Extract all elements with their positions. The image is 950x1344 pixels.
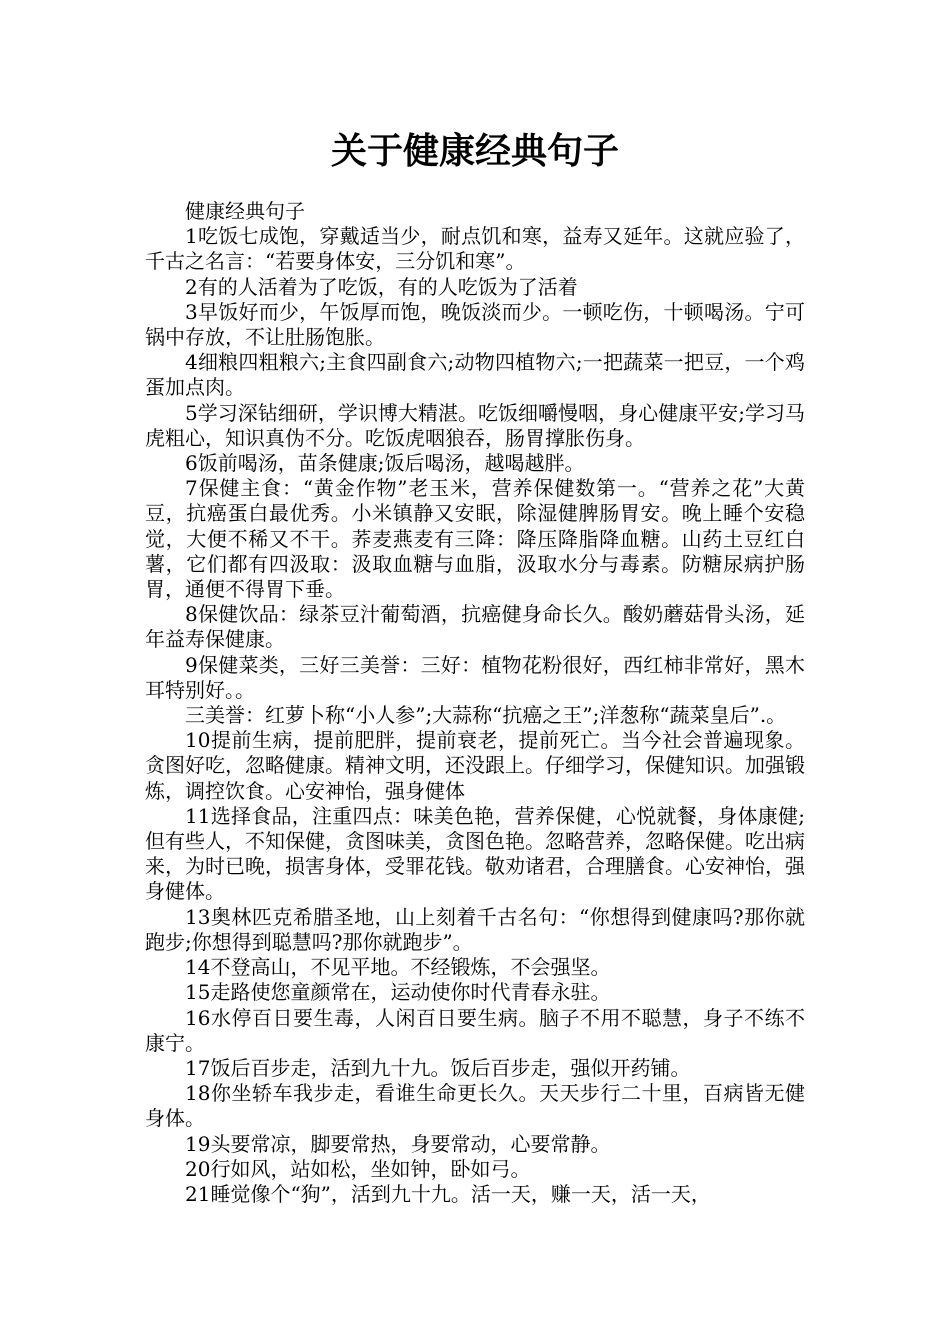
paragraph: 11选择食品，注重四点：味美色艳，营养保健，心悦就餐，身体康健;但有些人，不知保健，贪图味美，贪图色艳。忽略营养，忽略保健。吃出病来，为时已晚，损害身体，受罪花钱。敬劝诸君，合理膳食。心安神怡，强身健体。	[145, 803, 805, 904]
paragraph: 1吃饭七成饱，穿戴适当少，耐点饥和寒，益寿又延年。这就应验了，千古之名言：“若要身体安，三分饥和寒”。	[145, 224, 805, 274]
document-body	[145, 199, 805, 1207]
paragraph: 13奥林匹克希腊圣地，山上刻着千古名句：“你想得到健康吗?那你就跑步;你想得到聪慧吗?那你就跑步”。	[145, 904, 805, 954]
paragraph: 3早饭好而少，午饭厚而饱，晚饭淡而少。一顿吃伤，十顿喝汤。宁可锅中存放，不让肚肠饱胀。	[145, 299, 805, 350]
paragraph: 17饭后百步走，活到九十九。饭后百步走，强似开药铺。	[185, 1055, 691, 1080]
paragraph: 14不登高山，不见平地。不经锻炼，不会强坚。	[185, 955, 611, 980]
paragraph: 20行如风，站如松，坐如钟，卧如弓。	[185, 1156, 531, 1181]
paragraph: 健康经典句子	[185, 199, 305, 223]
paragraph: 2有的人活着为了吃饭，有的人吃饭为了活着	[185, 274, 578, 299]
paragraph: 7保健主食：“黄金作物”老玉米，营养保健数第一。“营养之花”大黄豆，抗癌蛋白最优秀。小米镇静又安眠，除湿健脾肠胃安。晚上睡个安稳觉，大便不稀又不干。荞麦燕麦有三降：降压降脂降血糖。山药土豆红白薯，它们都有四汲取：汲取血糖与血脂，汲取水分与毒素。防糖尿病护肠胃，通便不得胃下垂。	[145, 476, 805, 602]
paragraph: 6饭前喝汤，苗条健康;饭后喝汤，越喝越胖。	[185, 451, 585, 476]
paragraph: 8保健饮品：绿茶豆汁葡萄酒，抗癌健身命长久。酸奶蘑菇骨头汤，延年益寿保健康。	[145, 602, 805, 652]
document-title: 关于健康经典句子	[330, 131, 619, 172]
paragraph: 16水停百日要生毒，人闲百日要生病。脑子不用不聪慧，身子不练不康宁。	[145, 1005, 805, 1055]
paragraph: 三美誉：红萝卜称“小人参”;大蒜称“抗癌之王”;洋葱称“蔬菜皇后”.。	[185, 703, 787, 728]
paragraph: 21睡觉像个“狗”，活到九十九。活一天，赚一天，活一天，	[185, 1181, 711, 1206]
paragraph: 19头要常凉，脚要常热，身要常动，心要常静。	[185, 1131, 611, 1156]
paragraph: 15走路使您童颜常在，运动使你时代青春永驻。	[185, 980, 611, 1005]
paragraph: 5学习深钻细研，学识博大精湛。吃饭细嚼慢咽，身心健康平安;学习马虎粗心，知识真伪不分。吃饭虎咽狼吞，肠胃撑胀伤身。	[145, 400, 805, 450]
paragraph: 9保健菜类，三好三美誉：三好：植物花粉很好，西红柿非常好，黑木耳特别好。。	[145, 652, 805, 702]
paragraph: 4细粮四粗粮六;主食四副食六;动物四植物六;一把蔬菜一把豆，一个鸡蛋加点肉。	[145, 350, 805, 400]
paragraph: 10提前生病，提前肥胖，提前衰老，提前死亡。当今社会普遍现象。贪图好吃，忽略健康。精神文明，还没跟上。仔细学习，保健知识。加强锻炼，调控饮食。心安神怡，强身健体	[145, 728, 805, 803]
paragraph: 18你坐轿车我步走，看谁生命更长久。天天步行二十里，百病皆无健身体。	[145, 1081, 805, 1131]
